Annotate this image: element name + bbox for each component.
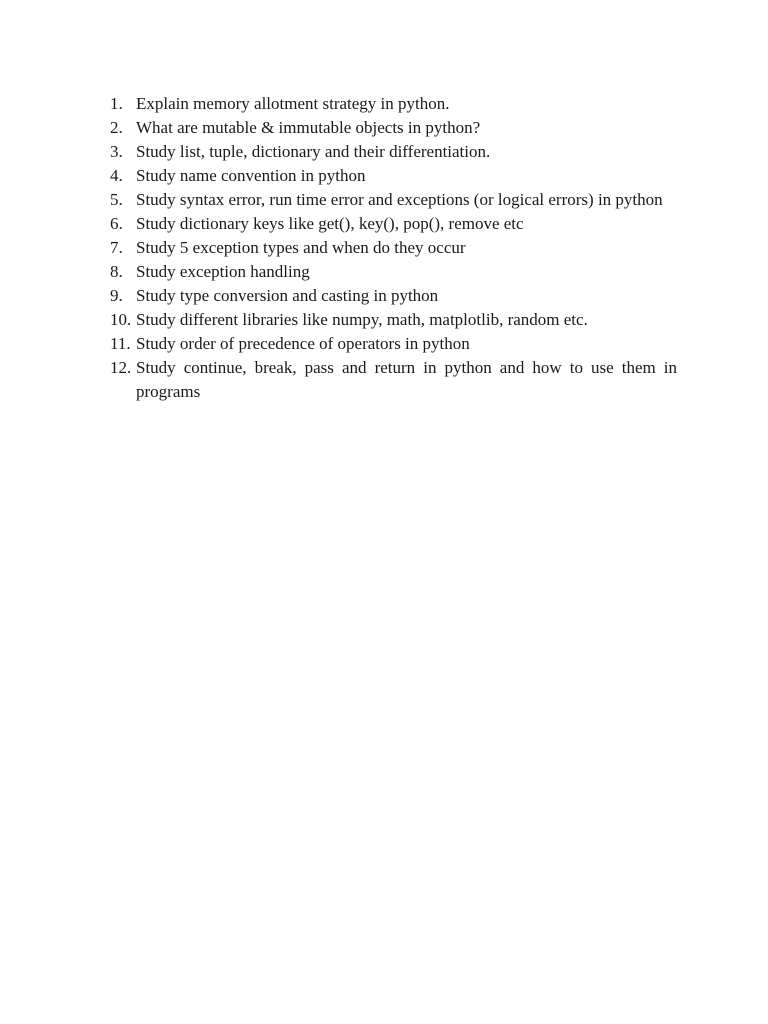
- list-item-number: 9.: [110, 286, 123, 305]
- list-item: [110, 284, 677, 308]
- list-item: [110, 308, 677, 332]
- list-item-number: 6.: [110, 214, 123, 233]
- list-item-number: 7.: [110, 238, 123, 257]
- list-item-number: 3.: [110, 142, 123, 161]
- list-item-number: 1.: [110, 94, 123, 113]
- list-item: [110, 260, 677, 284]
- list-item-number: 5.: [110, 190, 123, 209]
- list-item: [110, 212, 677, 236]
- list-item-number: 8.: [110, 262, 123, 281]
- list-item-text: What are mutable & immutable objects in python?: [136, 118, 481, 137]
- list-item: [110, 236, 677, 260]
- study-topics-list: [110, 92, 677, 404]
- list-item-text: Study different libraries like numpy, math, matplotlib, random etc.: [136, 310, 588, 329]
- list-item: [110, 92, 677, 116]
- list-item: [110, 356, 677, 404]
- list-item-number: 12.: [110, 358, 132, 377]
- list-item-number: 10.: [110, 310, 132, 329]
- list-item: [110, 332, 677, 356]
- list-item: [110, 116, 677, 140]
- list-item: [110, 188, 677, 212]
- list-item-text: Study name convention in python: [136, 166, 366, 185]
- list-item-text: Study 5 exception types and when do they occur: [136, 238, 466, 257]
- list-item-text: Study list, tuple, dictionary and their differentiation.: [136, 142, 491, 161]
- list-item-text: Study type conversion and casting in python: [136, 286, 439, 305]
- list-item: [110, 164, 677, 188]
- list-item-number: 4.: [110, 166, 123, 185]
- list-item-number: 2.: [110, 118, 123, 137]
- list-item-text: Study continue, break, pass and return in python and how to use them in programs: [136, 358, 677, 401]
- list-item-number: 11.: [110, 334, 131, 353]
- list-item-text: Explain memory allotment strategy in python.: [136, 94, 450, 113]
- list-item: [110, 140, 677, 164]
- list-item-text: Study order of precedence of operators in python: [136, 334, 470, 353]
- list-item-text: Study syntax error, run time error and exceptions (or logical errors) in python: [136, 190, 663, 209]
- list-item-text: Study dictionary keys like get(), key(), pop(), remove etc: [136, 214, 524, 233]
- list-item-text: Study exception handling: [136, 262, 310, 281]
